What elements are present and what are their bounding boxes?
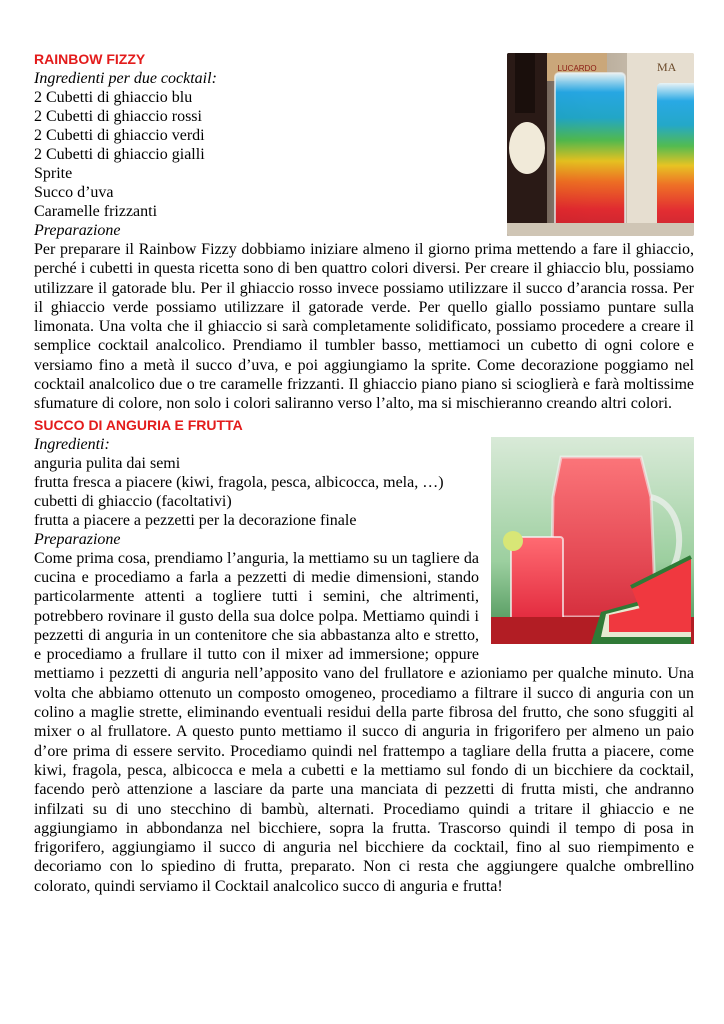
watermelon-juice-photo <box>491 437 694 644</box>
document-page <box>34 50 694 896</box>
list-item: frutta a piacere a pezzetti per la decorazione finale <box>34 511 357 529</box>
list-item: 2 Cubetti di ghiaccio rossi <box>34 108 202 125</box>
anguria-prep-text: Come prima cosa, prendiamo l’anguria, la mettiamo su un tagliere da cucina e procediamo a farla a pezzetti di medie dimensioni, stando particolarmente attenti a togliere tutti i semini, che altrimenti, potrebbero rovinare il gusto della sua dolce polpa. Mettiamo quindi i pezzetti di anguria in un contenitore che sia abbastanza alto e stretto, e procediamo a frullare il tutto con il mixer ad immersione; oppure mettiamo i pezzetti di anguria nell’apposito vano del frullatore e azioniamo per qualche minuto. Una volta che abbiamo ottenuto un composto omogeneo, procediamo a filtrare il succo di anguria con un colino a maglie strette, eliminando eventuali residui della parte fibrosa del frutto, che sono sfuggiti al mixer o al frullatore. A questo punto mettiamo il succo di anguria in frigorifero per almeno un paio d’ore prima di essere servito. Procediamo quindi nel frattempo a tagliare della frutta a piacere, come kiwi, fragola, pesca, albicocca e mela a cubetti e la mettiamo sul fondo di un bicchiere da cocktail, facendo però attenzione a lasciare da parte una manciata di pezzetti di frutta misti, che andranno infilzati su di uno stecchino di bambù, alternati. Procediamo quindi a tritare il ghiaccio e ne aggiungiamo in abbondanza nel bicchiere, sopra la frutta. Trascorso quindi il tempo di posa in frigorifero, aggiungiamo il succo di anguria nel bicchiere da cocktail, fino al suo riempimento e decoriamo con lo spiedino di frutta, preparato. Non ci resta che aggiungere qualche ombrellino colorato, quindi serviamo il Cocktail analcolico succo di anguria e frutta! <box>34 549 694 895</box>
list-item: anguria pulita dai semi <box>34 454 181 472</box>
anguria-prep-heading: Preparazione <box>34 530 121 548</box>
rainbow-fizzy-title: RAINBOW FIZZY <box>34 51 146 67</box>
bottle-label-text: LUCARDO <box>557 64 597 73</box>
list-item: Sprite <box>34 165 73 182</box>
list-item: Succo d’uva <box>34 184 114 201</box>
list-item: Caramelle frizzanti <box>34 203 158 220</box>
rainbow-fizzy-photo <box>507 53 694 236</box>
list-item: cubetti di ghiaccio (facoltativi) <box>34 492 232 510</box>
list-item: 2 Cubetti di ghiaccio blu <box>34 89 193 106</box>
list-item: frutta fresca a piacere (kiwi, fragola, pesca, albicocca, mela, …) <box>34 473 444 491</box>
list-item: 2 Cubetti di ghiaccio verdi <box>34 127 205 144</box>
rainbow-prep-heading: Preparazione <box>34 222 121 239</box>
anguria-title: SUCCO DI ANGURIA E FRUTTA <box>34 416 243 433</box>
list-item: 2 Cubetti di ghiaccio gialli <box>34 146 205 163</box>
bottle-label-text-2: MA <box>657 60 677 74</box>
anguria-ingredients-heading: Ingredienti: <box>34 435 110 453</box>
rainbow-prep-text: Per preparare il Rainbow Fizzy dobbiamo iniziare almeno il giorno prima mettendo a fare il ghiaccio, perché i cubetti in questa ricetta sono di ben quattro colori diversi. Per creare il ghiaccio blu, possiamo utilizzare il gatorade blu. Per il ghiaccio rosso invece possiamo utilizzare il succo d’arancia rossa. Per il ghiaccio verde possiamo utilizzare il gatorade verde. Per quello giallo possiamo puntare sulla limonata. Una volta che il ghiaccio si sarà completamente solidificato, possiamo procedere a creare il semplice cocktail analcolico. Prendiamo il tumbler basso, mettiamoci un cubetto di ogni colore e versiamo fino a metà il succo d’uva, e poi aggiungiamo la sprite. Come decorazione poggiamo nel cocktail analcolico due o tre caramelle frizzanti. Il ghiaccio piano piano si scioglierà e farà moltissime sfumature di colore, non solo i colori saliranno verso l’alto, ma si mischieranno creando altri colori. <box>34 241 694 413</box>
rainbow-ingredients-heading: Ingredienti per due cocktail: <box>34 70 217 87</box>
